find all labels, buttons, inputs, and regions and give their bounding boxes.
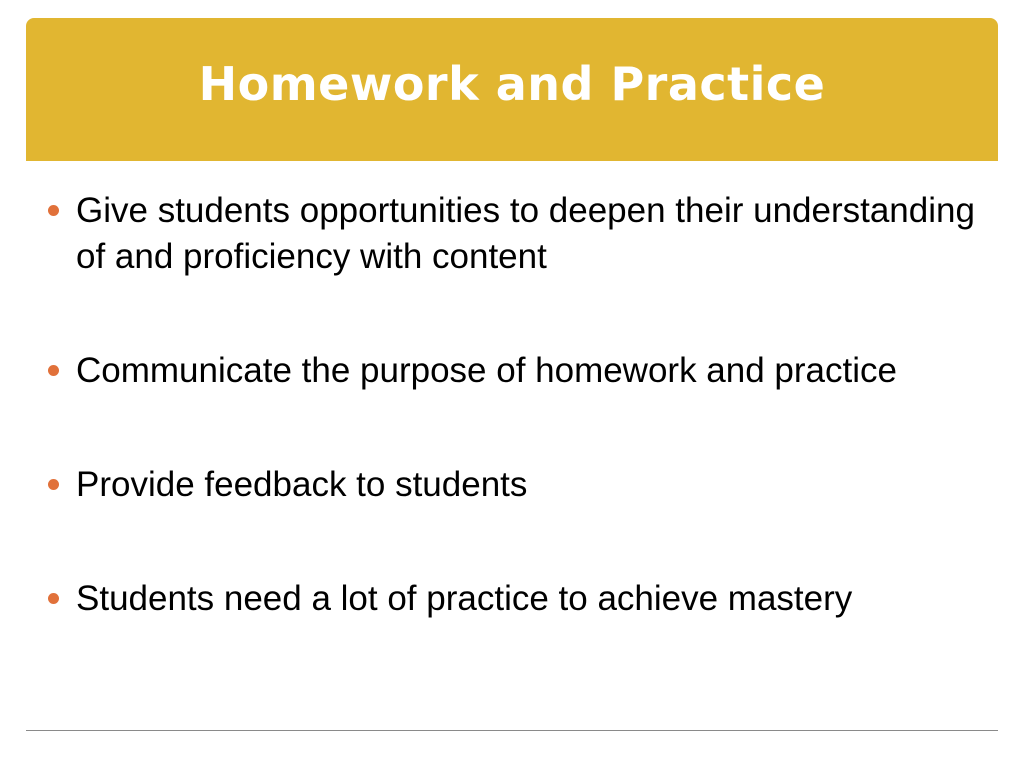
bullet-dot-icon: [48, 205, 59, 216]
title-band: [26, 18, 998, 161]
bullet-item: [48, 188, 988, 280]
bullet-text: Students need a lot of practice to achieve mastery: [76, 579, 853, 618]
bullet-text: Give students opportunities to deepen their understanding of and proficiency with content: [76, 191, 975, 276]
bullet-item: [48, 462, 988, 508]
slide-title: Homework and Practice: [198, 56, 826, 111]
bullet-dot-icon: [48, 479, 59, 490]
bullet-dot-icon: [48, 593, 59, 604]
bottom-divider: [26, 730, 998, 731]
bullet-item: [48, 348, 988, 394]
bullet-list: [48, 188, 988, 622]
bullet-text: Communicate the purpose of homework and practice: [76, 351, 897, 390]
bullet-item: [48, 576, 988, 622]
bullet-dot-icon: [48, 365, 59, 376]
bullet-text: Provide feedback to students: [76, 465, 528, 504]
